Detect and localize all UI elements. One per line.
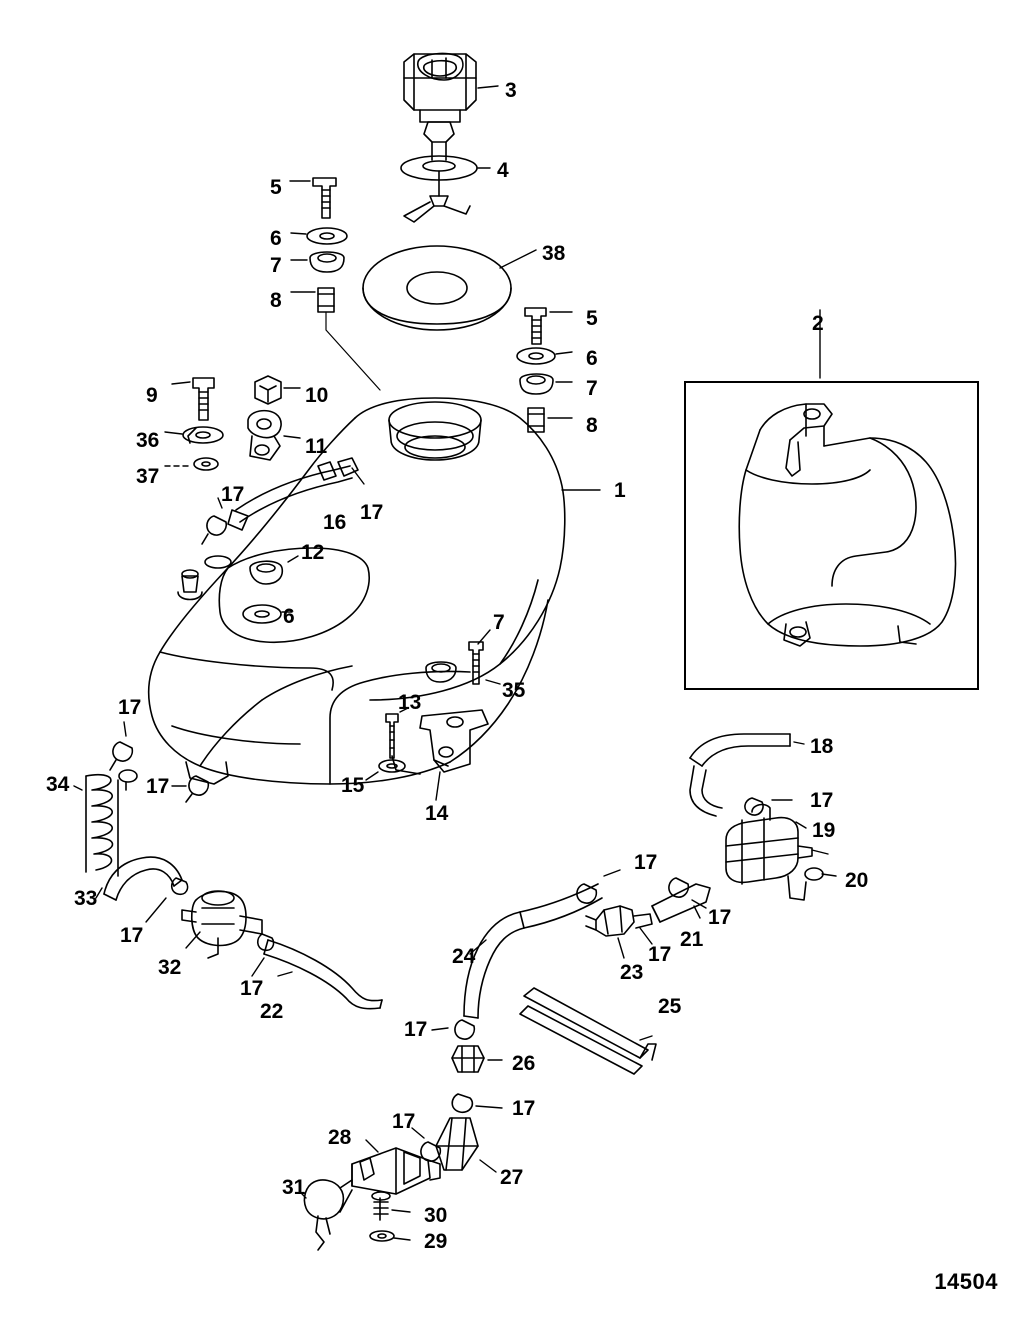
part-33-hose	[96, 857, 182, 900]
callout-13: 13	[398, 691, 422, 714]
callout-17-m: 17	[392, 1110, 416, 1133]
callout-20: 20	[845, 869, 869, 892]
part-29-washer	[370, 1231, 410, 1241]
callout-17-g: 17	[634, 851, 658, 874]
part-25-strap	[520, 988, 656, 1074]
callout-6-tank: 6	[283, 605, 295, 628]
part-9-screw	[172, 378, 214, 420]
callout-5-right: 5	[586, 307, 598, 330]
part-17-clamp-26-lower	[452, 1094, 502, 1112]
part-17-clamp-left-c	[172, 776, 208, 802]
part-36-washer	[165, 427, 223, 443]
part-26-connector	[452, 1046, 502, 1072]
callout-16: 16	[323, 511, 347, 534]
part-32-fuel-pump	[182, 891, 262, 958]
callout-27: 27	[500, 1166, 524, 1189]
part-22-hose	[264, 940, 382, 1009]
callout-10: 10	[305, 384, 329, 407]
part-7-grommet-right	[520, 374, 572, 394]
callout-28: 28	[328, 1126, 352, 1149]
callout-26: 26	[512, 1052, 536, 1075]
callout-2: 2	[812, 312, 824, 335]
callout-17-a: 17	[221, 483, 245, 506]
callout-17-d: 17	[146, 775, 170, 798]
callout-25: 25	[658, 995, 682, 1018]
drawing-number: 14504	[934, 1269, 998, 1294]
callout-9: 9	[146, 384, 158, 407]
callout-7-right: 7	[586, 377, 598, 400]
callout-3: 3	[505, 79, 517, 102]
callout-15: 15	[341, 774, 365, 797]
callout-17-i: 17	[648, 943, 672, 966]
part-17-clamp-left-b	[119, 770, 137, 790]
part-38-gasket-ring	[363, 246, 536, 330]
part-17-clamp-23a	[577, 870, 620, 903]
part-20-fitting	[805, 868, 836, 880]
part-13-bolt	[386, 708, 408, 758]
callout-7-left: 7	[270, 254, 282, 277]
callout-30: 30	[424, 1204, 448, 1227]
callout-29: 29	[424, 1230, 448, 1253]
callout-17-h: 17	[708, 906, 732, 929]
callout-1: 1	[614, 479, 626, 502]
callout-14: 14	[425, 802, 449, 825]
part-7-grommet-left	[291, 252, 344, 272]
callout-36: 36	[136, 429, 160, 452]
callout-17-k: 17	[404, 1018, 428, 1041]
part-11-clamp	[248, 411, 300, 460]
part-21-hose	[652, 884, 710, 922]
callout-35: 35	[502, 679, 526, 702]
callout-38: 38	[542, 242, 566, 265]
part-17-clamp-left-a	[110, 722, 132, 770]
part-6-washer-right	[517, 348, 572, 364]
part-30-screw	[372, 1192, 410, 1220]
part-31-handle	[302, 1180, 352, 1250]
callout-22: 22	[260, 1000, 284, 1023]
part-17-clamp-24	[432, 1020, 474, 1039]
part-5-screw-left	[290, 178, 336, 218]
part-17-clamp-23b	[669, 878, 706, 908]
callout-17-e: 17	[810, 789, 834, 812]
callout-37: 37	[136, 465, 160, 488]
callout-17-b: 17	[360, 501, 384, 524]
part-5-screw-right	[525, 308, 572, 344]
callout-8-right: 8	[586, 414, 598, 437]
part-35-bolt	[469, 642, 500, 684]
callout-21: 21	[680, 928, 704, 951]
callout-34: 34	[46, 773, 70, 796]
callout-17-f: 17	[120, 924, 144, 947]
callout-11: 11	[305, 435, 328, 458]
callout-32: 32	[158, 956, 182, 979]
part-24-hose	[464, 884, 602, 1018]
part-27-hose	[436, 1118, 496, 1172]
callout-31: 31	[282, 1176, 306, 1199]
callout-8-left: 8	[270, 289, 282, 312]
callout-23: 23	[620, 961, 644, 984]
part-1-fuel-tank	[149, 398, 600, 784]
part-12-fitting	[250, 556, 298, 584]
part-6-washer-left	[291, 228, 347, 244]
callout-18: 18	[810, 735, 834, 758]
callout-4: 4	[497, 159, 509, 182]
part-23-connector	[586, 906, 652, 958]
detail-box-2	[684, 381, 979, 690]
part-4-cap-retainer	[401, 122, 490, 222]
callout-5-left: 5	[270, 176, 282, 199]
part-8-spacer-left	[291, 288, 380, 390]
callout-24: 24	[452, 945, 476, 968]
part-28-valve-body	[352, 1140, 440, 1194]
callout-6-left: 6	[270, 227, 282, 250]
part-3-filler-cap	[404, 53, 498, 122]
callout-19: 19	[812, 819, 836, 842]
callout-7-lower: 7	[493, 611, 505, 634]
callout-17-j: 17	[240, 977, 264, 1000]
part-10-nut	[255, 376, 300, 404]
part-14-bracket	[420, 710, 488, 800]
callout-6-right: 6	[586, 347, 598, 370]
part-34-spring	[74, 775, 118, 876]
part-8-spacer-right	[528, 408, 572, 432]
part-37-washer	[165, 458, 218, 470]
callout-33: 33	[74, 887, 98, 910]
part-7-grommet-lower	[426, 630, 490, 682]
callout-12: 12	[301, 541, 325, 564]
part-18-hose	[690, 734, 804, 816]
callout-17-c: 17	[118, 696, 142, 719]
callout-17-l: 17	[512, 1097, 536, 1120]
